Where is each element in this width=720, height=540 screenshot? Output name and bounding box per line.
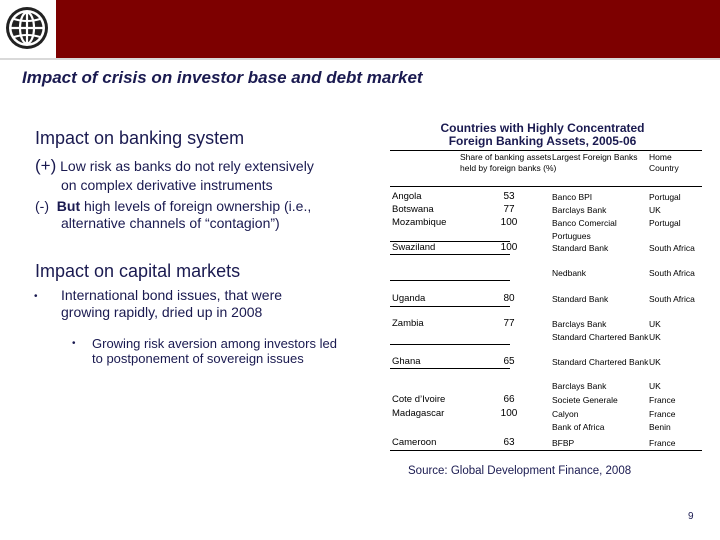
plus-sign: (+) <box>35 156 57 175</box>
table-cell-bank: Standard Chartered Bank <box>552 332 649 342</box>
table-cell-home: France <box>649 409 676 419</box>
table-cell-bank: Bank of Africa <box>552 422 605 432</box>
table-cell-home: Portugal <box>649 218 681 228</box>
table-header-rule <box>390 186 702 187</box>
table-cell-home: UK <box>649 205 661 215</box>
table-cell-country: Uganda <box>392 293 426 304</box>
table-cell-bank: Barclays Bank <box>552 381 607 391</box>
world-bank-logo <box>0 0 56 58</box>
table-cell-bank: Nedbank <box>552 268 587 278</box>
table-cell-country: Madagascar <box>392 408 445 419</box>
table-cell-bank: Banco BPI <box>552 192 593 202</box>
table-cell-bank: Banco Comercial <box>552 218 617 228</box>
col-header-bank: Largest Foreign Banks <box>552 152 638 162</box>
header-bar <box>0 0 720 58</box>
table-cell-home: Portugal <box>649 192 681 202</box>
table-cell-share: 66 <box>503 394 515 405</box>
col-header-share <box>460 152 556 174</box>
globe-icon <box>3 4 51 52</box>
source-note: Source: Global Development Finance, 2008 <box>408 465 632 477</box>
table-row-divider <box>390 254 510 255</box>
table-cell-home: South Africa <box>649 294 695 304</box>
banking-heading: Impact on banking system <box>35 128 245 148</box>
table-row-divider <box>390 306 510 307</box>
sub-bullet-marker: • <box>72 338 76 349</box>
table-cell-country: Cameroon <box>392 437 437 448</box>
table-cell-bank: Barclays Bank <box>552 205 607 215</box>
minus-point-line1: high levels of foreign ownership (i.e., <box>84 198 312 214</box>
table-cell-share: 100 <box>500 242 518 253</box>
table-cell-home: France <box>649 395 676 405</box>
foreign-banking-table <box>390 150 702 454</box>
table-cell-share: 63 <box>503 437 515 448</box>
table-cell-country: Cote d’Ivoire <box>392 394 446 405</box>
table-row-divider <box>390 280 510 281</box>
slide-title: Impact of crisis on investor base and debt market <box>22 68 423 87</box>
table-cell-share: 77 <box>503 204 515 215</box>
table-cell-country: Zambia <box>392 318 424 329</box>
table-cell-share: 80 <box>503 293 515 304</box>
table-cell-share: 65 <box>503 356 515 367</box>
table-cell-country: Angola <box>392 191 422 202</box>
table-cell-country: Ghana <box>392 356 421 367</box>
table-cell-bank: Calyon <box>552 409 579 419</box>
table-title <box>430 122 655 148</box>
table-cell-home: UK <box>649 332 661 342</box>
table-cell-share: 53 <box>503 191 515 202</box>
table-title-line1: Countries with Highly Concentrated <box>440 121 645 135</box>
table-cell-bank: Societe Generale <box>552 395 618 405</box>
table-cell-bank: Standard Chartered Bank <box>552 357 649 367</box>
table-cell-home: Benin <box>649 422 671 432</box>
table-cell-home: UK <box>649 319 661 329</box>
col-header-home <box>649 152 679 174</box>
table-cell-share: 77 <box>503 318 515 329</box>
table-cell-bank: Standard Bank <box>552 243 609 253</box>
col-header-home-line2: Country <box>649 163 679 173</box>
table-row-divider <box>390 450 702 451</box>
table-cell-share: 100 <box>500 408 518 419</box>
table-cell-country: Mozambique <box>392 217 447 228</box>
plus-point-line2: on complex derivative instruments <box>61 177 273 193</box>
bullet1-line1: International bond issues, that were <box>61 287 283 303</box>
header-divider <box>0 58 720 60</box>
table-cell-country: Botswana <box>392 204 434 215</box>
col-header-share-line1: Share of banking assets <box>460 152 552 162</box>
plus-point <box>35 157 314 175</box>
col-header-share-line2: held by foreign banks (%) <box>460 163 557 173</box>
table-cell-home: UK <box>649 381 661 391</box>
table-row-divider <box>390 344 510 345</box>
page-number: 9 <box>688 511 694 522</box>
table-cell-bank: Standard Bank <box>552 294 609 304</box>
minus-point <box>35 198 311 215</box>
table-title-line2: Foreign Banking Assets, 2005-06 <box>448 134 637 148</box>
bullet-marker: • <box>34 291 38 302</box>
table-cell-home: France <box>649 438 676 448</box>
table-cell-bank: Portugues <box>552 231 591 241</box>
plus-point-line1: Low risk as banks do not rely extensively <box>60 158 314 174</box>
table-row-divider <box>390 241 510 242</box>
but-emphasis: But <box>56 198 81 214</box>
minus-sign: (-) <box>35 198 49 214</box>
col-header-home-line1: Home <box>649 152 672 162</box>
bullet2-line2: to postponement of sovereign issues <box>92 351 304 366</box>
table-cell-country: Swaziland <box>392 242 436 253</box>
capital-heading: Impact on capital markets <box>35 261 241 281</box>
table-cell-home: South Africa <box>649 268 695 278</box>
table-cell-home: South Africa <box>649 243 695 253</box>
bullet1-line2: growing rapidly, dried up in 2008 <box>61 304 263 320</box>
table-cell-share: 100 <box>500 217 518 228</box>
minus-point-line2: alternative channels of “contagion”) <box>61 215 280 231</box>
table-row-divider <box>390 368 510 369</box>
table-cell-bank: Barclays Bank <box>552 319 607 329</box>
bullet2-line1: Growing risk aversion among investors led <box>92 336 337 351</box>
table-cell-bank: BFBP <box>552 438 575 448</box>
table-cell-home: UK <box>649 357 661 367</box>
table-top-rule <box>390 150 702 151</box>
